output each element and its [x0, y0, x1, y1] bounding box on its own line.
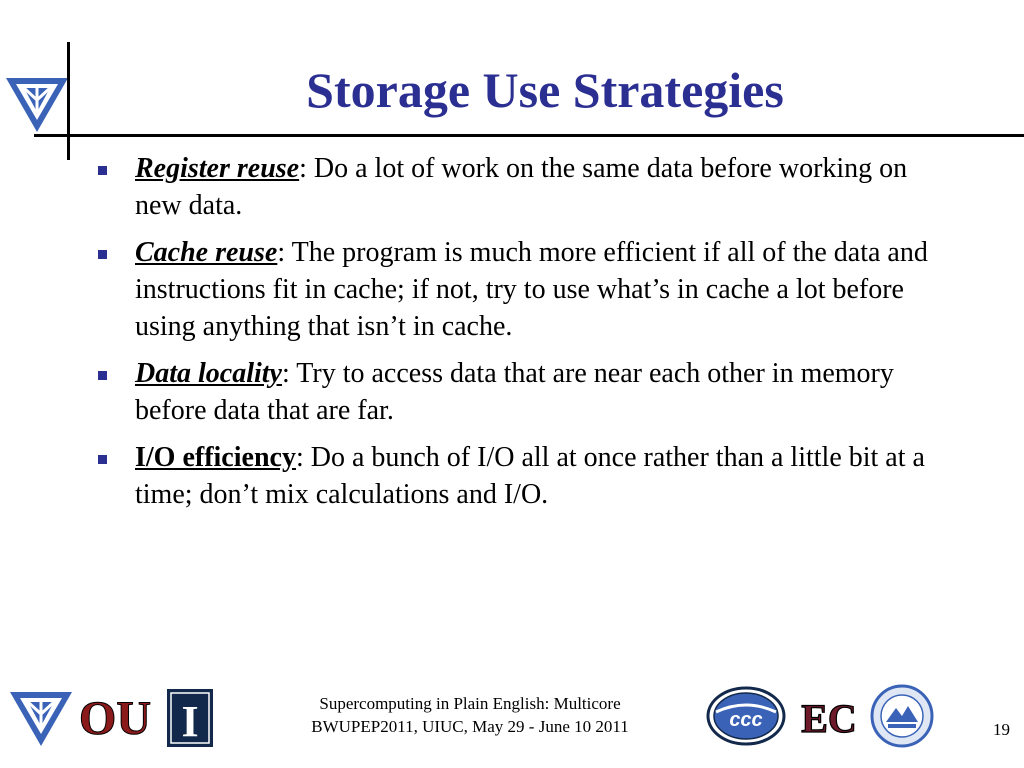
bullet-term: Cache reuse [135, 237, 278, 268]
oscer-triangle-logo-icon [4, 74, 70, 136]
bullet-body: Do a bunch of I/O all at once rather than a little bit at a time; don’t mix calculations and I/O. [135, 442, 925, 510]
square-bullet-icon [98, 371, 107, 380]
oscer-triangle-footer-logo-icon [8, 688, 74, 750]
bullet-body: Do a lot of work on the same data before working on new data. [135, 153, 908, 221]
ou-logo-icon [79, 684, 151, 746]
bullet-item [96, 439, 942, 513]
footer-line-1: Supercomputing in Plain English: Multicore [319, 694, 621, 713]
earlham-logo-text: EC [801, 696, 857, 741]
ccc-logo-text: ccc [729, 709, 763, 731]
bullet-separator: : [299, 153, 314, 184]
illinois-logo-text: I [181, 697, 199, 746]
horizontal-rule [34, 134, 1024, 137]
footer-caption [270, 692, 670, 738]
page-number: 19 [993, 720, 1010, 739]
bullet-separator: : [277, 237, 292, 268]
ccc-logo-icon [706, 686, 786, 746]
bullet-text [135, 234, 942, 345]
bullet-text [135, 439, 942, 513]
bullet-item [96, 150, 942, 224]
bullet-separator: : [295, 442, 311, 473]
earlham-logo-icon [801, 690, 857, 742]
footer-line-2: BWUPEP2011, UIUC, May 29 - June 10 2011 [311, 717, 629, 736]
bullet-body: The program is much more efficient if all of the data and instructions fit in cache; if not, try to use what’s in cache a lot before using anything that isn’t in cache. [135, 237, 928, 342]
square-bullet-icon [98, 166, 107, 175]
bullet-term: Register reuse [135, 153, 300, 184]
bullet-separator: : [281, 358, 297, 389]
slide-title: Storage Use Strategies [306, 62, 784, 118]
bullet-body: Try to access data that are near each other in memory before data that are far. [135, 358, 894, 426]
bullet-term: Data locality [135, 358, 282, 389]
vertical-rule [67, 42, 70, 160]
bullet-text [135, 150, 942, 224]
bullet-text [135, 355, 942, 429]
bullet-list [96, 150, 942, 523]
bullet-term: I/O efficiency [135, 442, 296, 473]
hampton-university-seal-icon [870, 684, 934, 748]
square-bullet-icon [98, 250, 107, 259]
bullet-item [96, 355, 942, 429]
illinois-logo-icon [166, 688, 214, 748]
ou-logo-text: OU [79, 692, 151, 745]
square-bullet-icon [98, 455, 107, 464]
bullet-item [96, 234, 942, 345]
